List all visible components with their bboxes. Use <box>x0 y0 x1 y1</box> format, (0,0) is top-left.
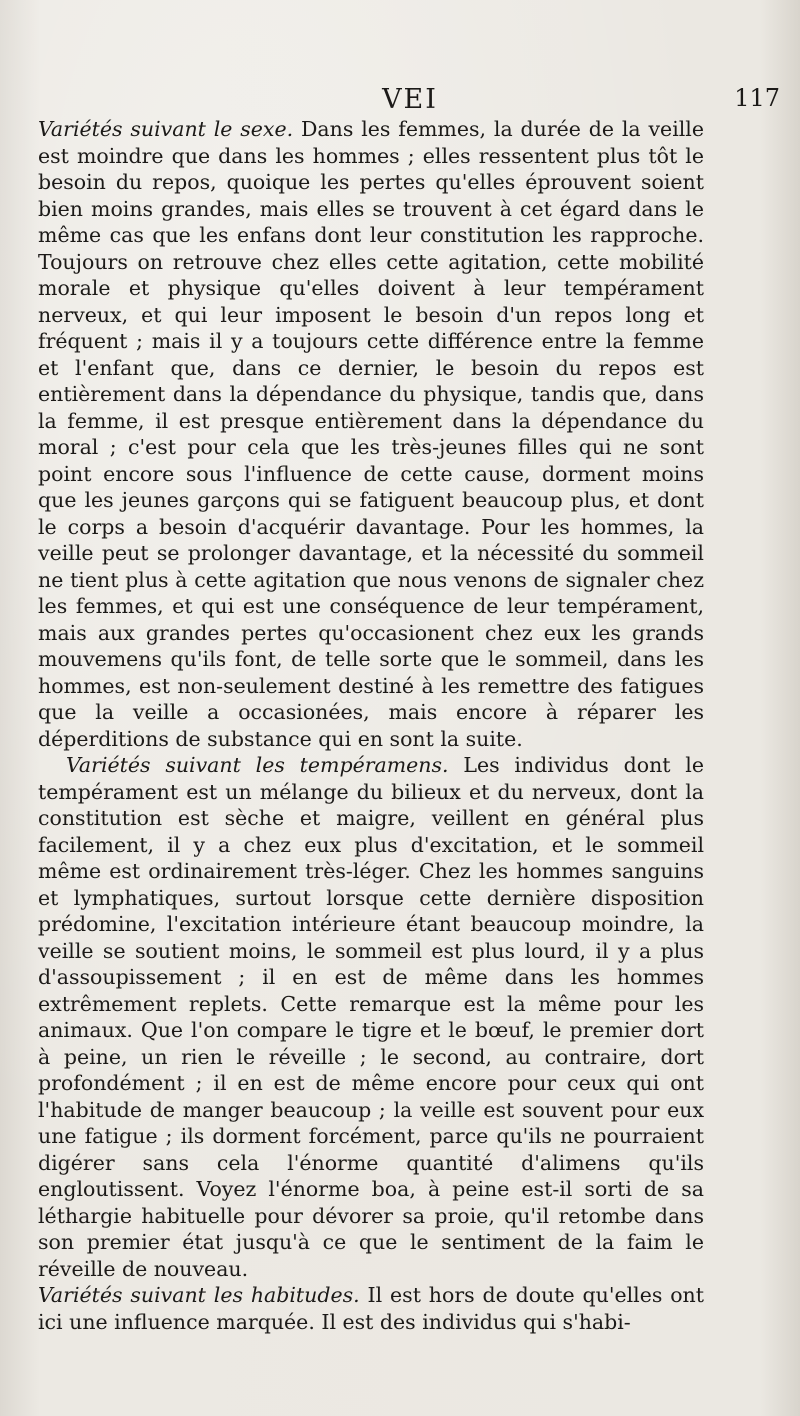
paragraph-text: Il est hors de doute qu'elles ont ici une influence marquée. Il est des individus qui s'habi- <box>38 1283 705 1334</box>
body-text <box>38 116 704 1335</box>
paragraph-temperamens <box>38 752 704 1282</box>
paragraph-text: Dans les femmes, la durée de la veille est moindre que dans les hommes ; elles ressentent plus tôt le besoin du repos, quoique les pertes qu'elles éprouvent soient bien moins grandes, mais elles se trouvent à cet égard dans le même cas que les enfans dont leur constitution les rapproche. Toujours on retrouve chez elles cette agitation, cette mobilité morale et physique qu'elles doivent à leur tempérament nerveux, et qui leur imposent le besoin d'un repos long et fréquent ; mais il y a toujours cette différence entre la femme et l'enfant que, dans ce dernier, le besoin du repos est entièrement dans la dépendance du physique, tandis que, dans la femme, il est presque entièrement dans la dépendance du moral ; c'est pour cela que les très-jeunes filles qui ne sont point encore sous l'influence de cette cause, dorment moins que les jeunes garçons qui se fatiguent beaucoup plus, et dont le corps a besoin d'acquérir davantage. Pour les hommes, la veille peut se prolonger davantage, et la nécessité du sommeil ne tient plus à cette agitation que nous venons de signaler chez les femmes, et qui est une conséquence de leur tempérament, mais aux grandes pertes qu'occasionent chez eux les grands mouvemens qu'ils font, de telle sorte que le sommeil, dans les hommes, est non-seulement destiné à les remettre des fatigues que la veille a occasionées, mais encore à réparer les déperditions de substance qui en sont la suite. <box>38 117 704 751</box>
paragraph-heading: Variétés suivant les habitudes. <box>38 1283 360 1307</box>
running-head: VEI <box>382 84 438 115</box>
page-number: 117 <box>734 84 780 112</box>
paragraph-habitudes <box>38 1282 704 1335</box>
paragraph-heading: Variétés suivant les tempéramens. <box>66 753 449 777</box>
paragraph-sexe <box>38 116 704 752</box>
paragraph-heading: Variétés suivant le sexe. <box>38 117 294 141</box>
paragraph-text: Les individus dont le tempérament est un mélange du bilieux et du nerveux, dont la constitution est sèche et maigre, veillent en général plus facilement, il y a chez eux plus d'excitation, et le sommeil même est ordinairement très-léger. Chez les hommes sanguins et lymphatiques, surtout lorsque cette dernière disposition prédomine, l'excitation intérieure étant beaucoup moindre, la veille se soutient moins, le sommeil est plus lourd, il y a plus d'assoupissement ; il en est de même dans les hommes extrêmement replets. Cette remarque est la même pour les animaux. Que l'on compare le tigre et le bœuf, le premier dort à peine, un rien le réveille ; le second, au contraire, dort profondément ; il en est de même encore pour ceux qui ont l'habitude de manger beaucoup ; la veille est souvent pour eux une fatigue ; ils dorment forcément, parce qu'ils ne pourraient digérer sans cela l'énorme quantité d'alimens qu'ils engloutissent. Voyez l'énorme boa, à peine est-il sorti de sa léthargie habituelle pour dévorer sa proie, qu'il retombe dans son premier état jusqu'à ce que le sentiment de la faim le réveille de nouveau. <box>38 753 704 1281</box>
